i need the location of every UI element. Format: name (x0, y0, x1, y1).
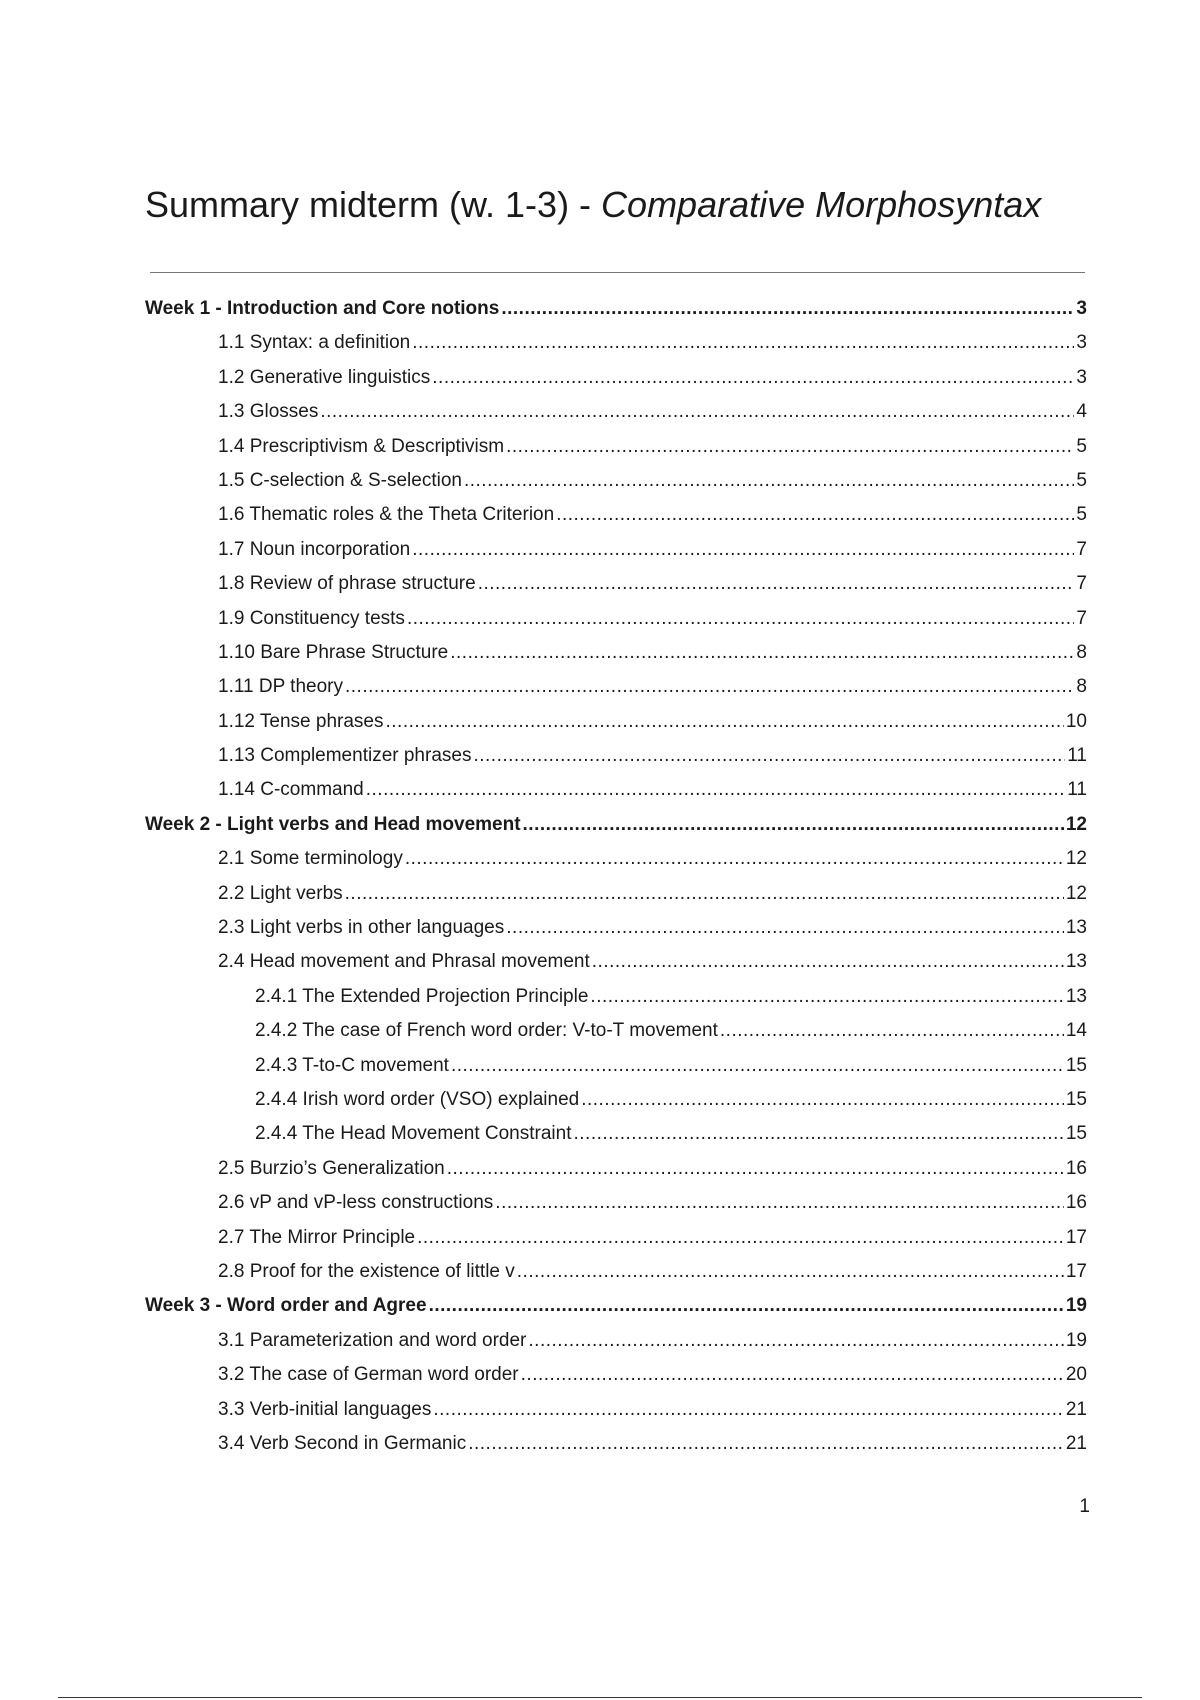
toc-leader-dots (366, 773, 1066, 807)
toc-entry-label: 1.12 Tense phrases (218, 710, 384, 732)
toc-entry-page: 21 (1065, 1398, 1087, 1420)
toc-entry-label: 1.14 C-command (218, 779, 364, 801)
toc-entry[interactable] (145, 842, 1087, 876)
toc-leader-dots (581, 1083, 1064, 1117)
toc-entry-label: 1.13 Complementizer phrases (218, 745, 472, 767)
toc-entry-label: 1.7 Noun incorporation (218, 538, 411, 560)
toc-leader-dots (412, 326, 1074, 360)
toc-entry-page: 19 (1065, 1295, 1087, 1317)
toc-entry-page: 15 (1065, 1054, 1087, 1076)
toc-leader-dots (506, 911, 1064, 945)
toc-entry[interactable] (145, 945, 1087, 979)
toc-leader-dots (517, 1255, 1064, 1289)
toc-entry-page: 3 (1076, 366, 1087, 388)
title-italic: Comparative Morphosyntax (601, 184, 1042, 225)
toc-leader-dots (386, 705, 1064, 739)
toc-entry-label: 2.4.1 The Extended Projection Principle (255, 985, 589, 1007)
toc-entry[interactable] (145, 533, 1087, 567)
toc-leader-dots (473, 739, 1065, 773)
toc-leader-dots (574, 1117, 1064, 1151)
toc-entry-label: Week 1 - Introduction and Core notions (145, 298, 500, 319)
title-main: Summary midterm (w. 1-3) - (145, 184, 602, 225)
toc-leader-dots (450, 636, 1074, 670)
toc-entry-page: 8 (1076, 676, 1087, 698)
toc-entry[interactable] (145, 567, 1087, 601)
toc-entry-label: 1.11 DP theory (218, 676, 343, 698)
toc-entry-page: 5 (1076, 435, 1087, 457)
toc-entry[interactable] (145, 361, 1087, 395)
toc-entry-page: 19 (1065, 1329, 1087, 1351)
toc-entry[interactable] (145, 670, 1087, 704)
toc-leader-dots (590, 980, 1063, 1014)
toc-leader-dots (501, 292, 1074, 326)
toc-entry-label: Week 3 - Word order and Agree (145, 1295, 427, 1317)
toc-entry[interactable] (145, 980, 1087, 1014)
toc-entry-page: 15 (1065, 1123, 1087, 1145)
toc-entry-label: 2.4.4 The Head Movement Constraint (255, 1123, 572, 1145)
title-divider (150, 272, 1085, 273)
toc-entry-page: 17 (1065, 1260, 1087, 1282)
toc-entry-page: 17 (1065, 1226, 1087, 1248)
toc-section-heading[interactable] (145, 292, 1087, 326)
toc-leader-dots (592, 945, 1064, 979)
toc-entry-label: 2.8 Proof for the existence of little v (218, 1260, 515, 1282)
toc-entry[interactable] (145, 773, 1087, 807)
page-number: 1 (1079, 1496, 1090, 1517)
toc-entry-label: 2.7 The Mirror Principle (218, 1226, 416, 1248)
toc-entry[interactable] (145, 326, 1087, 360)
toc-leader-dots (506, 430, 1074, 464)
toc-entry-label: 3.4 Verb Second in Germanic (218, 1432, 467, 1454)
toc-entry-page: 11 (1067, 745, 1087, 767)
toc-entry[interactable] (145, 464, 1087, 498)
toc-entry-label: 2.3 Light verbs in other languages (218, 917, 505, 939)
toc-leader-dots (556, 498, 1074, 532)
toc-leader-dots (345, 670, 1074, 704)
toc-leader-dots (451, 1049, 1064, 1083)
toc-leader-dots (528, 1324, 1063, 1358)
toc-entry[interactable] (145, 911, 1087, 945)
toc-entry-label: 2.2 Light verbs (218, 882, 343, 904)
toc-leader-dots (433, 1393, 1063, 1427)
toc-entry-label: 3.1 Parameterization and word order (218, 1329, 527, 1351)
toc-entry-label: 2.4.4 Irish word order (VSO) explained (255, 1088, 580, 1110)
toc-entry-page: 3 (1076, 332, 1087, 354)
toc-entry-label: 1.10 Bare Phrase Structure (218, 641, 449, 663)
toc-entry-page: 7 (1076, 538, 1087, 560)
toc-entry[interactable] (145, 1358, 1087, 1392)
toc-entry-label: 3.2 The case of German word order (218, 1364, 519, 1386)
toc-leader-dots (345, 877, 1064, 911)
toc-entry-label: 2.4 Head movement and Phrasal movement (218, 951, 590, 973)
toc-entry-page: 13 (1065, 985, 1087, 1007)
toc-entry-page: 15 (1065, 1088, 1087, 1110)
toc-entry-page: 11 (1067, 779, 1087, 801)
toc-entry[interactable] (145, 636, 1087, 670)
toc-entry-label: 1.3 Glosses (218, 401, 319, 423)
toc-entry[interactable] (145, 1014, 1087, 1048)
toc-entry[interactable] (145, 1152, 1087, 1186)
toc-entry-page: 7 (1076, 607, 1087, 629)
toc-entry[interactable] (145, 1255, 1087, 1289)
table-of-contents (145, 292, 1087, 1461)
toc-leader-dots (417, 1221, 1064, 1255)
toc-entry-label: 1.5 C-selection & S-selection (218, 469, 462, 491)
toc-leader-dots (464, 464, 1074, 498)
toc-leader-dots (521, 1358, 1064, 1392)
toc-entry-page: 14 (1065, 1020, 1087, 1042)
toc-entry[interactable] (145, 705, 1087, 739)
footer-divider (58, 1697, 1142, 1698)
toc-entry-page: 5 (1076, 469, 1087, 491)
toc-leader-dots (407, 602, 1074, 636)
toc-entry[interactable] (145, 498, 1087, 532)
toc-entry[interactable] (145, 877, 1087, 911)
toc-entry[interactable] (145, 1117, 1087, 1151)
toc-entry-page: 8 (1076, 641, 1087, 663)
toc-entry-page: 12 (1065, 813, 1087, 835)
toc-entry[interactable] (145, 739, 1087, 773)
toc-entry-label: 1.8 Review of phrase structure (218, 573, 476, 595)
document-title (145, 184, 1105, 226)
toc-entry-page: 16 (1065, 1192, 1087, 1214)
toc-entry-page: 13 (1065, 951, 1087, 973)
toc-section-heading[interactable] (145, 1289, 1087, 1323)
toc-leader-dots (412, 533, 1074, 567)
toc-entry-label: 1.6 Thematic roles & the Theta Criterion (218, 504, 555, 526)
toc-entry[interactable] (145, 1083, 1087, 1117)
toc-leader-dots (405, 842, 1064, 876)
toc-entry[interactable] (145, 1324, 1087, 1358)
toc-entry-page: 5 (1076, 504, 1087, 526)
toc-leader-dots (523, 808, 1064, 842)
toc-entry-label: 2.4.2 The case of French word order: V-to-T movement (255, 1020, 718, 1042)
toc-section-heading[interactable] (145, 808, 1087, 842)
toc-entry-page: 4 (1076, 401, 1087, 423)
toc-leader-dots (468, 1427, 1064, 1461)
toc-entry[interactable] (145, 1221, 1087, 1255)
toc-entry-label: 1.4 Prescriptivism & Descriptivism (218, 435, 505, 457)
toc-entry-label: 2.1 Some terminology (218, 848, 403, 870)
toc-entry-label: 1.9 Constituency tests (218, 607, 405, 629)
toc-leader-dots (320, 395, 1074, 429)
toc-leader-dots (447, 1152, 1064, 1186)
toc-entry-page: 3 (1076, 298, 1087, 319)
toc-entry[interactable] (145, 602, 1087, 636)
toc-leader-dots (478, 567, 1075, 601)
toc-entry-label: 2.6 vP and vP-less constructions (218, 1192, 494, 1214)
toc-entry[interactable] (145, 1186, 1087, 1220)
toc-leader-dots (432, 361, 1074, 395)
toc-entry-label: Week 2 - Light verbs and Head movement (145, 813, 521, 835)
toc-entry-page: 13 (1065, 917, 1087, 939)
toc-entry-page: 16 (1065, 1157, 1087, 1179)
toc-entry-page: 12 (1065, 848, 1087, 870)
toc-entry-page: 20 (1065, 1364, 1087, 1386)
toc-entry[interactable] (145, 1049, 1087, 1083)
toc-entry-label: 2.4.3 T-to-C movement (255, 1054, 449, 1076)
toc-entry-label: 1.1 Syntax: a definition (218, 332, 411, 354)
toc-entry-page: 21 (1065, 1432, 1087, 1454)
toc-entry-label: 1.2 Generative linguistics (218, 366, 431, 388)
toc-entry-page: 10 (1065, 710, 1087, 732)
toc-leader-dots (495, 1186, 1064, 1220)
toc-entry-label: 2.5 Burzio’s Generalization (218, 1157, 445, 1179)
toc-entry[interactable] (145, 1393, 1087, 1427)
toc-entry-page: 7 (1076, 573, 1087, 595)
toc-entry[interactable] (145, 430, 1087, 464)
toc-leader-dots (429, 1289, 1064, 1323)
toc-entry[interactable] (145, 395, 1087, 429)
toc-entry-label: 3.3 Verb-initial languages (218, 1398, 432, 1420)
toc-leader-dots (720, 1014, 1064, 1048)
toc-entry-page: 12 (1065, 882, 1087, 904)
toc-entry[interactable] (145, 1427, 1087, 1461)
